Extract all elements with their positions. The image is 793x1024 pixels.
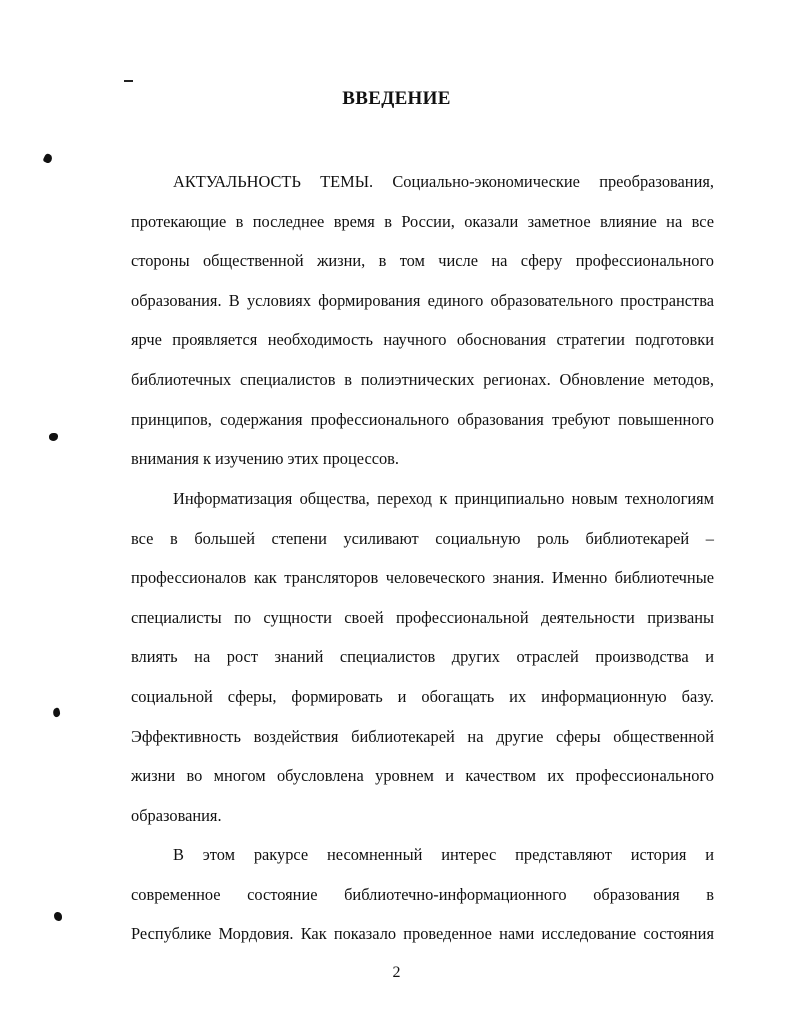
page-number: 2 [392, 964, 401, 981]
text-line: социальной сферы, формировать и обогащать их информационную базу. [131, 686, 714, 706]
text-line: жизни во многом обусловлена уровнем и качеством их профессионального [131, 766, 714, 786]
text-line: образования. [131, 805, 222, 825]
scan-dash-mark [124, 80, 133, 82]
scan-ink-blot [54, 912, 62, 921]
text-line: Эффективность воздействия библиотекарей на другие сферы общественной [131, 726, 714, 746]
text-line: Информатизация общества, переход к принципиально новым технологиям [173, 489, 714, 508]
paragraph-1 [131, 162, 714, 479]
scan-ink-blot [52, 707, 61, 718]
text-line: В этом ракурсе несомненный интерес представляют история и [173, 845, 714, 864]
text-line: современное состояние библиотечно-информационного образования в [131, 884, 714, 904]
text-line: образования. В условиях формирования единого образовательного пространства [131, 290, 714, 310]
text-line: все в большей степени усиливают социальную роль библиотекарей – [131, 528, 714, 548]
text-line: Республике Мордовия. Как показало проведенное нами исследование состояния [131, 924, 714, 944]
text-line: протекающие в последнее время в России, оказали заметное влияние на все [131, 211, 714, 231]
text-line: ярче проявляется необходимость научного обоснования стратегии подготовки [131, 330, 714, 350]
page-title: ВВЕДЕНИЕ [342, 88, 451, 109]
text-line: принципов, содержания профессионального образования требуют повышенного [131, 409, 714, 429]
text-line: специалисты по сущности своей профессиональной деятельности призваны [131, 607, 714, 627]
paragraph-2 [131, 479, 714, 835]
text-line: профессионалов как трансляторов человеческого знания. Именно библиотечные [131, 568, 714, 588]
scan-ink-blot [49, 433, 58, 441]
text-line: внимания к изучению этих процессов. [131, 449, 400, 469]
text-line: стороны общественной жизни, в том числе на сферу профессионального [131, 251, 714, 271]
scan-ink-blot [42, 153, 53, 165]
text-line: влиять на рост знаний специалистов других отраслей производства и [131, 647, 714, 667]
text-line: библиотечных специалистов в полиэтнических регионах. Обновление методов, [131, 369, 714, 389]
paragraph-3 [131, 835, 714, 954]
text-line: АКТУАЛЬНОСТЬ ТЕМЫ. Социально-экономические преобразования, [173, 172, 714, 191]
